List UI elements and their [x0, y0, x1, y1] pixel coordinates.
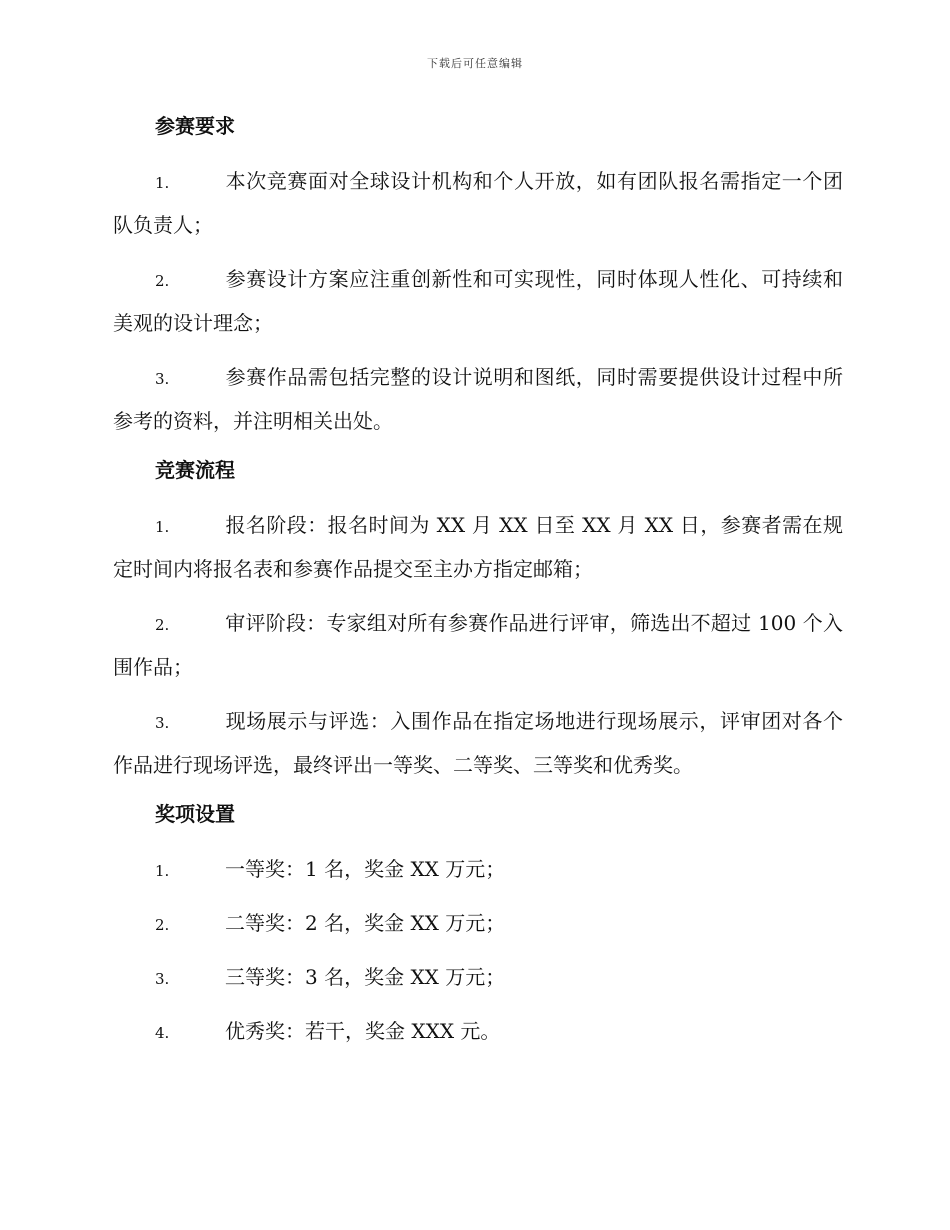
- list-item: [113, 700, 843, 786]
- list-item: [113, 356, 843, 442]
- section-title: 参赛要求: [155, 114, 235, 138]
- section-awards: [113, 798, 843, 1054]
- item-text: 二等奖：2 名，奖金 XX 万元；: [225, 911, 506, 935]
- item-number: 1.: [155, 518, 170, 536]
- item-number: 3.: [155, 970, 170, 988]
- item-text: 优秀奖：若干，奖金 XXX 元。: [225, 1019, 501, 1043]
- section-title: 竞赛流程: [155, 458, 235, 482]
- item-text: 参赛设计方案应注重创新性和可实现性，同时体现人性化、可持续和美观的设计理念；: [113, 267, 843, 335]
- section-title: 奖项设置: [155, 802, 235, 826]
- item-text: 报名阶段：报名时间为 XX 月 XX 日至 XX 月 XX 日，参赛者需在规定时间内将报名表和参赛作品提交至主办方指定邮箱；: [113, 513, 843, 581]
- item-text: 参赛作品需包括完整的设计说明和图纸，同时需要提供设计过程中所参考的资料，并注明相关出处。: [113, 365, 843, 433]
- item-text: 三等奖：3 名，奖金 XX 万元；: [225, 965, 506, 989]
- list-item: [113, 504, 843, 590]
- item-number: 2.: [155, 916, 170, 934]
- item-number: 3.: [155, 370, 170, 388]
- list-item: [113, 258, 843, 344]
- item-number: 1.: [155, 174, 170, 192]
- item-number: 2.: [155, 272, 170, 290]
- section-process: [113, 454, 843, 786]
- section-requirements: [113, 110, 843, 442]
- item-text: 本次竞赛面对全球设计机构和个人开放，如有团队报名需指定一个团队负责人；: [113, 169, 843, 237]
- item-text: 审评阶段：专家组对所有参赛作品进行评审，筛选出不超过 100 个入围作品；: [113, 611, 843, 679]
- item-text: 现场展示与评选：入围作品在指定场地进行现场展示，评审团对各个作品进行现场评选，最终评出一等奖、二等奖、三等奖和优秀奖。: [113, 709, 843, 777]
- list-item: [113, 848, 843, 892]
- item-number: 4.: [155, 1024, 170, 1042]
- item-text: 一等奖：1 名，奖金 XX 万元；: [225, 857, 506, 881]
- list-item: [113, 160, 843, 246]
- list-item: [113, 956, 843, 1000]
- list-item: [113, 602, 843, 688]
- item-number: 1.: [155, 862, 170, 880]
- header-note: 下载后可任意编辑: [427, 57, 523, 70]
- item-number: 2.: [155, 616, 170, 634]
- document-body: [113, 110, 843, 1064]
- list-item: [113, 902, 843, 946]
- item-number: 3.: [155, 714, 170, 732]
- list-item: [113, 1010, 843, 1054]
